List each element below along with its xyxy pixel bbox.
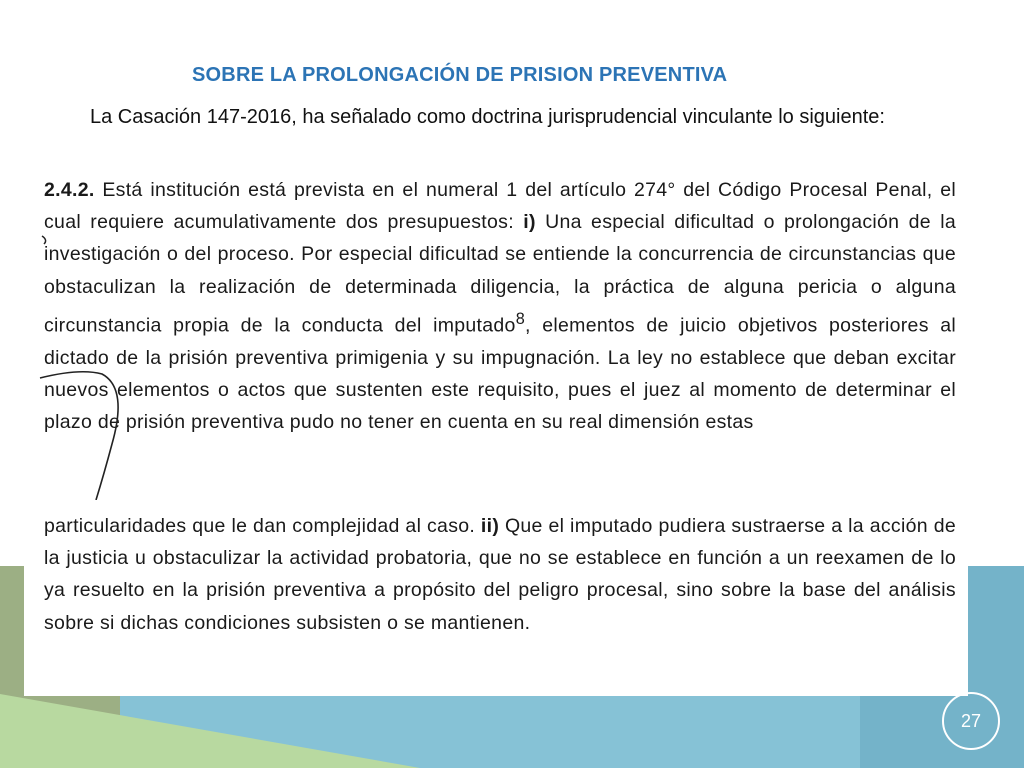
intro-text: La Casación 147-2016, ha señalado como doctrina jurisprudencial vinculante lo siguiente: [90, 106, 885, 128]
item-1-marker: i) [523, 211, 536, 234]
paragraph-1-end: , elementos de juicio objetivos posteriores al dictado de la prisión preventiva primigenia y su impugnación. La ley no establece que deban excitar nuevos elementos o actos que sustenten este requisito, pues el juez al momento de determinar el plazo de prisión preventiva pudo no tener en cuenta en su real dimensión estas [44, 314, 956, 433]
page-number-badge: 27 [942, 692, 1000, 750]
paragraph-1-continued: Una especial dificultad o prolongación de la investigación o del proceso. Por especial dificultad se entiende la concurrencia de circunstancias que obstaculizan la realización de determinada diligencia, la práctica de alguna pericia o alguna circunstancia propia de la conducta del imputado [44, 211, 956, 337]
footnote-reference: 8 [515, 309, 526, 328]
decorative-triangle [0, 694, 420, 768]
slide-title: SOBRE LA PROLONGACIÓN DE PRISION PREVENTIVA [192, 64, 728, 86]
document-paragraph-1 [44, 174, 956, 438]
scanned-document [24, 160, 968, 696]
paragraph-2-text: Que el imputado pudiera sustraerse a la acción de la justicia u obstaculizar la actividad probatoria, que no se establece en función a un reexamen de lo ya resuelto en la prisión preventiva a propósito del peligro procesal, sino sobre la base del análisis sobre si dichas condiciones subsisten o se mantienen. [44, 515, 956, 634]
section-number: 2.4.2. [44, 179, 95, 201]
handwritten-bracket-mark [24, 160, 164, 500]
paragraph-2-start: particularidades que le dan complejidad al caso. [44, 515, 476, 537]
item-2-marker: ii) [480, 515, 500, 537]
paragraph-1-text: Está institución está prevista en el numeral 1 del artículo 274° del Código Procesal Penal, el cual requiere acumulativamente dos presupuestos: [44, 179, 956, 234]
document-paragraph-2 [44, 510, 956, 639]
